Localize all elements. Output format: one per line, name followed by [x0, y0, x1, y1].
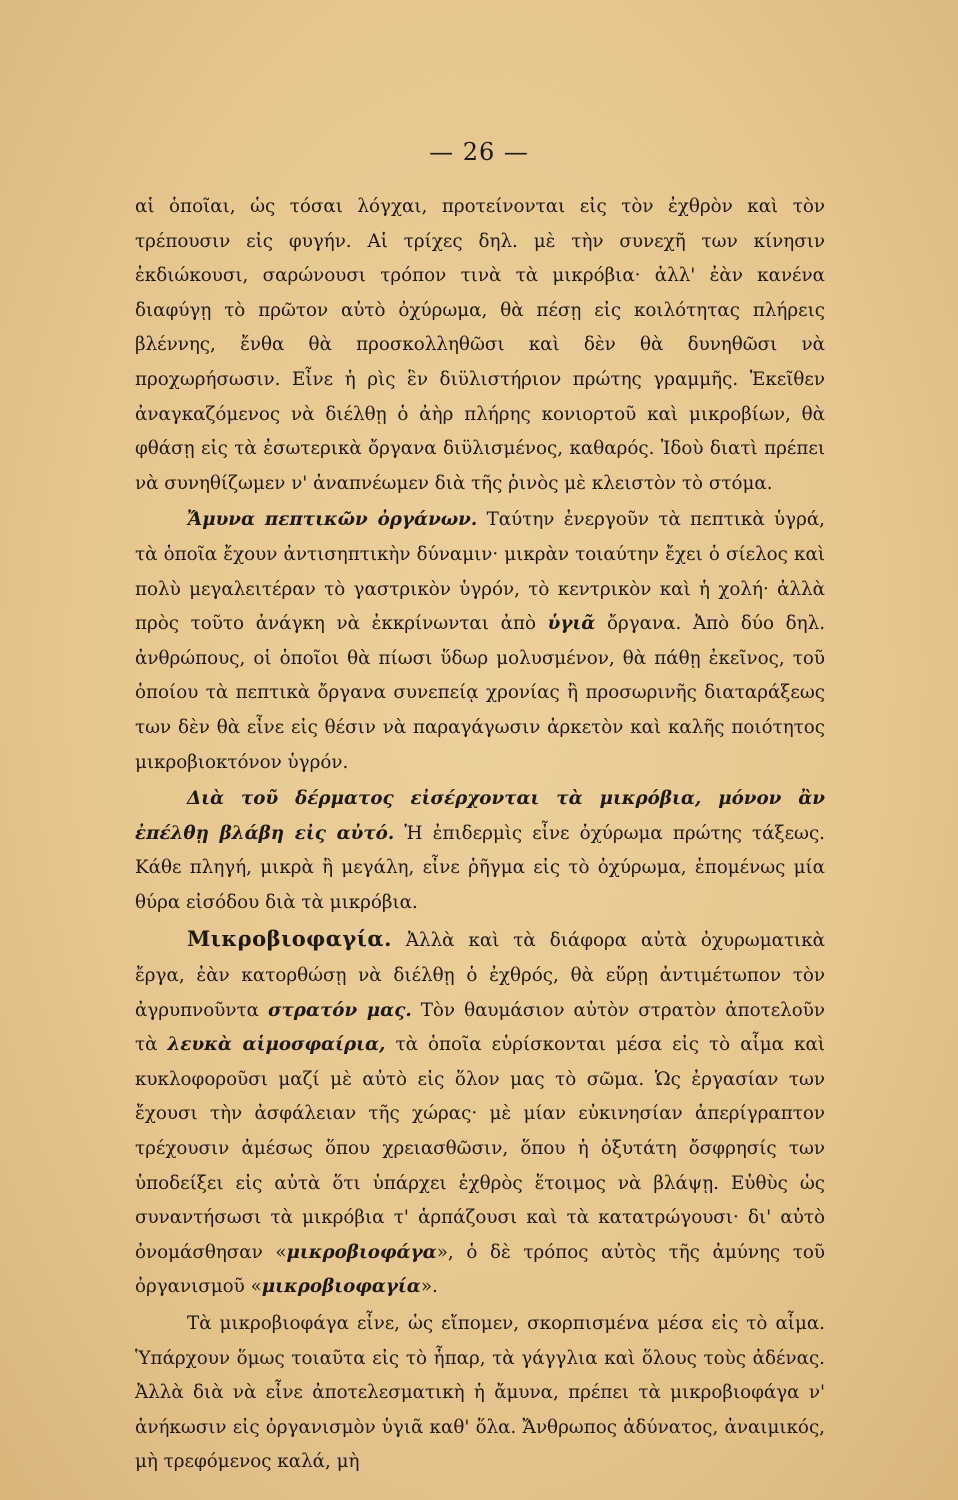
emphasis-stratos: στρατόν μας. [267, 999, 412, 1021]
paragraph-digestive-defense [135, 503, 825, 780]
emphasis-ygia: ὑγιᾶ [547, 613, 596, 635]
paragraph-nose-filter: αἱ ὁποῖαι, ὡς τόσαι λόγχαι, προτείνονται εἰς τὸν ἐχθρὸν καὶ τὸν τρέπουσιν εἰς φυγήν. Αἱ τρίχες δηλ. μὲ τὴν συνεχῆ των κίνησιν ἐκδιώκουσι, σαρώνουσι τρόπον τινὰ τὰ μικρόβια· ἀλλ' ἐὰν κανένα διαφύγῃ τὸ πρῶτον αὐτὸ ὀχύρωμα, θὰ πέσῃ εἰς κοιλότητας πλήρεις βλέννης, ἔνθα θὰ προσκολληθῶσι καὶ δὲν θὰ δυνηθῶσι νὰ προχωρήσωσιν. Εἶνε ἡ ρὶς ἓν διϋλιστήριον πρώτης γραμμῆς. Ἐκεῖθεν ἀναγκαζόμενος νὰ διέλθῃ ὁ ἀὴρ πλήρης κονιορτοῦ καὶ μικροβίων, θὰ φθάσῃ εἰς τὰ ἐσωτερικὰ ὄργανα διϋλισμένος, καθαρός. Ἰδοὺ διατὶ πρέπει νὰ συνηθίζωμεν ν' ἀναπνέωμεν διὰ τῆς ῥινὸς μὲ κλειστὸν τὸ στόμα. [135, 196, 825, 494]
emphasis-mikrobiofaga: μικροβιοφάγα [286, 1241, 437, 1263]
paragraph-phagocytes-location: Τὰ μικροβιοφάγα εἶνε, ὡς εἴπομεν, σκορπισμένα μέσα εἰς τὸ αἷμα. Ὑπάρχουν ὅμως τοιαῦτα εἰς τὸ ἧπαρ, τὰ γάγγλια καὶ ὅλους τοὺς ἀδένας. Ἀλλὰ διὰ νὰ εἶνε ἀποτελεσματικὴ ἡ ἄμυνα, πρέπει τὰ μικροβιοφάγα ν' ἀνήκωσιν εἰς ὀργανισμὸν ὑγιᾶ καθ' ὅλα. Ἄνθρωπος ἀδύνατος, ἀναιμικός, μὴ τρεφόμενος καλά, μὴ [135, 1313, 825, 1473]
paragraph-microbiophagy [135, 922, 825, 1305]
emphasis-mikrobiofagia: μικροβιοφαγία [261, 1276, 421, 1298]
paragraph-text: Ἡ ἐπιδερμὶς εἶνε ὀχύρωμα πρώτης τάξεως. Κάθε πληγή, μικρὰ ἢ μεγάλη, εἶνε ῥῆγμα εἰς τὸ ὀχύρωμα, ἑπομένως μία θύρα εἰσόδου διὰ τὰ μικρόβια. [135, 822, 825, 913]
paragraph-text: ». [420, 1276, 438, 1298]
paragraph-text: ὄργανα. Ἀπὸ δύο δηλ. ἀνθρώπους, οἱ ὁποῖοι θὰ πίωσι ὕδωρ μολυσμένον, θὰ πάθῃ ἐκεῖνος, τοῦ ὁποίου τὰ πεπτικὰ ὄργανα συνεπείᾳ χρονίας ἢ προσωρινῆς διαταράξεως των δὲν θὰ εἶνε εἰς θέσιν νὰ παραγάγωσιν ἀρκετὸν καὶ καλῆς ποιότητος μικροβιοκτόνον ὑγρόν. [135, 613, 826, 773]
section-heading-skin: Διὰ τοῦ δέρματος εἰσέρχονται τὰ μικρόβια, μόνον ἂν ἐπέλθῃ βλάβη εἰς αὐτό. [135, 788, 825, 844]
section-heading-digestive: Ἄμυνα πεπτικῶν ὀργάνων. [187, 509, 478, 531]
page-body [135, 190, 825, 1480]
paragraph-text: Ἀλλὰ καὶ τὰ διάφορα αὐτὰ ὀχυρωματικὰ ἔργα, ἐὰν κατορθώσῃ νὰ διέλθῃ ὁ ἐχθρός, θὰ εὕρῃ ἀντιμέτωπον τὸν ἀγρυπνοῦντα [135, 930, 825, 1021]
section-heading-microbiophagy: Μικροβιοφαγία. [187, 926, 392, 952]
paragraph-text: Τὸν θαυμάσιον αὐτὸν στρατὸν ἀποτελοῦν τὰ [135, 999, 825, 1056]
page-number: — 26 — [429, 138, 529, 166]
paragraph-skin [135, 782, 825, 920]
paragraph-text: Ταύτην ἐνεργοῦν τὰ πεπτικὰ ὑγρά, τὰ ὁποῖα ἔχουν ἀντισηπτικὴν δύναμιν· μικρὰν τοιαύτην ἔχει ὁ σίελος καὶ πολὺ μεγαλειτέραν τὸ γαστρικὸν ὑγρόν, τὸ κεντρικὸν καὶ ἡ χολή· ἀλλὰ πρὸς τοῦτο ἀνάγκη νὰ ἐκκρίνωνται ἀπὸ [135, 509, 825, 635]
paragraph-text: », ὁ δὲ τρόπος αὐτὸς τῆς ἀμύνης τοῦ ὀργανισμοῦ « [135, 1241, 825, 1298]
paragraph-text: τὰ ὁποῖα εὑρίσκονται μέσα εἰς τὸ αἷμα καὶ κυκλοφοροῦσι μαζί μὲ αὐτὸ εἰς ὅλον μας τὸ σῶμα. Ὡς ἐργασίαν των ἔχουσι τὴν ἀσφάλειαν τῆς χώρας· μὲ μίαν εὐκινησίαν ἀπερίγραπτον τρέχουσιν ἀμέσως ὅπου χρειασθῶσιν, ὅπου ἡ ὀξυτάτη ὄσφρησίς των ὑποδείξει εἰς αὐτὰ ὅτι ὑπάρχει ἐχθρὸς ἕτοιμος νὰ βλάψῃ. Εὐθὺς ὡς συναντήσωσι τὰ μικρόβια τ' ἁρπάζουσι καὶ τὰ κατατρώγουσι· δι' αὐτὸ ὀνομάσθησαν « [135, 1034, 825, 1263]
emphasis-leuka: λευκὰ αἱμοσφαίρια, [167, 1034, 386, 1056]
